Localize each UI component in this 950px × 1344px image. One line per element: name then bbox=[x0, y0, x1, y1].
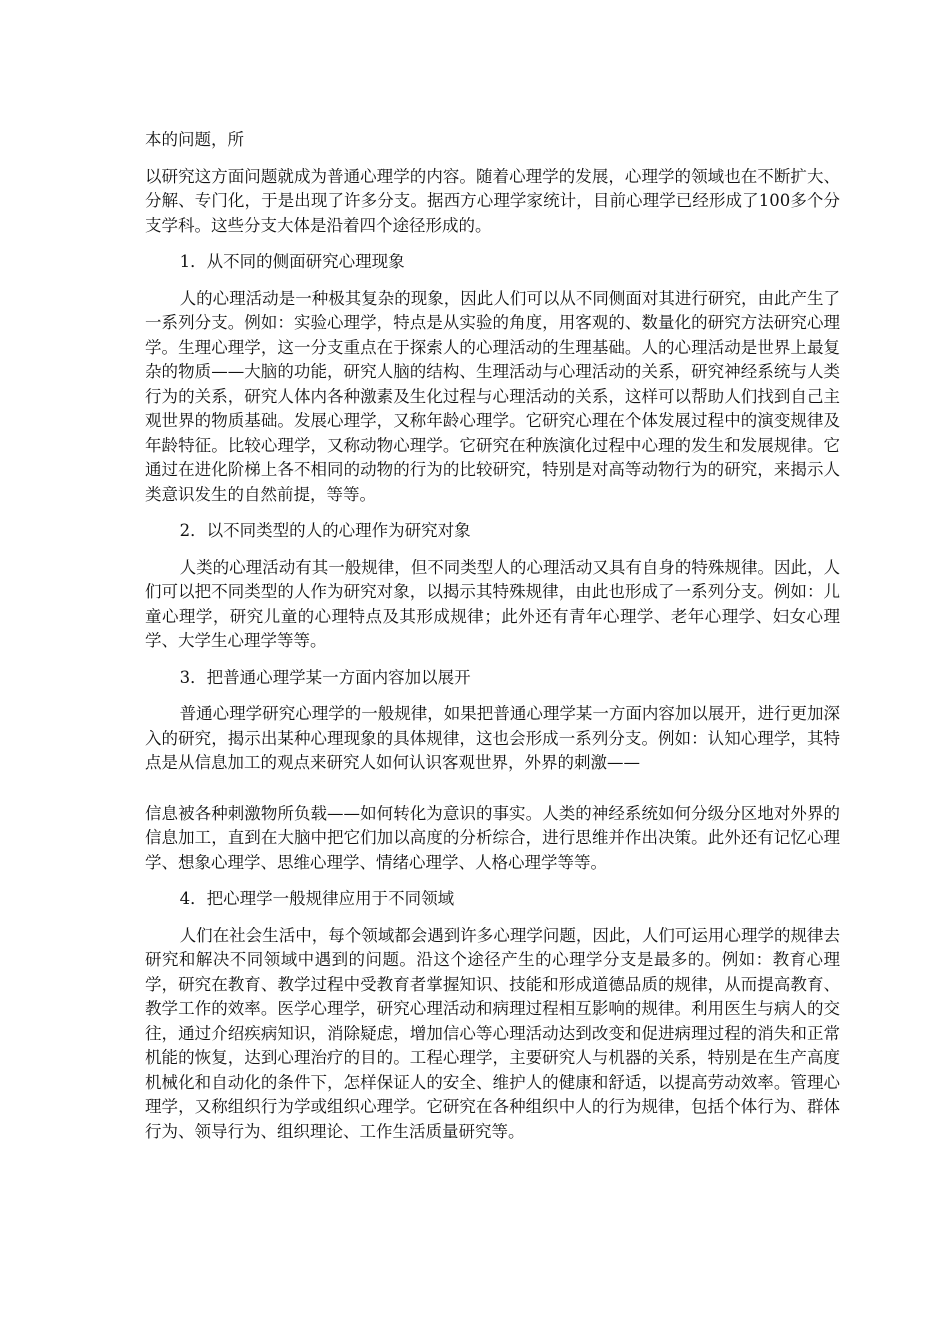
paragraph-section-3: 普通心理学研究心理学的一般规律，如果把普通心理学某一方面内容加以展开，进行更加深入的研究，揭示出某种心理现象的具体规律，这也会形成一系列分支。例如：认知心理学，其特点是从信息加工的观点来研究人如何认识客观世界，外界的刺激—— bbox=[145, 704, 840, 772]
section-heading-1: 1．从不同的侧面研究心理现象 bbox=[179, 252, 405, 271]
section-heading-2: 2．以不同类型的人的心理作为研究对象 bbox=[179, 521, 471, 540]
paragraph-section-3-continued: 信息被各种刺激物所负载——如何转化为意识的事实。人类的神经系统如何分级分区地对外界的信息加工，直到在大脑中把它们加以高度的分析综合，进行思维并作出决策。此外还有记忆心理学、想象心理学、思维心理学、情绪心理学、人格心理学等等。 bbox=[145, 803, 840, 872]
paragraph-section-2: 人类的心理活动有其一般规律，但不同类型人的心理活动又具有自身的特殊规律。因此，人们可以把不同类型的人作为研究对象，以揭示其特殊规律，由此也形成了一系列分支。例如：儿童心理学，研究儿童的心理特点及其形成规律；此外还有青年心理学、老年心理学、妇女心理学、大学生心理学等等。 bbox=[145, 557, 840, 650]
document-page bbox=[145, 128, 840, 1156]
paragraph-intro: 以研究这方面问题就成为普通心理学的内容。随着心理学的发展，心理学的领域也在不断扩大、分解、专门化，于是出现了许多分支。据西方心理学家统计，目前心理学已经形成了100多个分支学科。这些分支大体是沿着四个途径形成的。 bbox=[145, 166, 840, 235]
paragraph-fragment: 本的问题，所 bbox=[145, 130, 244, 149]
section-heading-4: 4．把心理学一般规律应用于不同领域 bbox=[179, 889, 455, 908]
paragraph-section-1: 人的心理活动是一种极其复杂的现象，因此人们可以从不同侧面对其进行研究，由此产生了一系列分支。例如：实验心理学，特点是从实验的角度，用客观的、数量化的研究方法研究心理学。生理心理学，这一分支重点在于探索人的心理活动的生理基础。人的心理活动是世界上最复杂的物质——大脑的功能，研究人脑的结构、生理活动与心理活动的关系，研究神经系统与人类行为的关系，研究人体内各种激素及生化过程与心理活动的关系，这样可以帮助人们找到自己主观世界的物质基础。发展心理学，又称年龄心理学。它研究心理在个体发展过程中的演变规律及年龄特征。比较心理学，又称动物心理学。它研究在种族演化过程中心理的发生和发展规律。它通过在进化阶梯上各不相同的动物的行为的比较研究，特别是对高等动物行为的研究，来揭示人类意识发生的自然前提，等等。 bbox=[145, 288, 840, 504]
section-heading-3: 3．把普通心理学某一方面内容加以展开 bbox=[179, 667, 471, 687]
paragraph-section-4: 人们在社会生活中，每个领域都会遇到许多心理学问题，因此，人们可运用心理学的规律去研究和解决不同领域中遇到的问题。沿这个途径产生的心理学分支是最多的。例如：教育心理学，研究在教育、教学过程中受教育者掌握知识、技能和形成道德品质的规律，从而提高教育、教学工作的效率。医学心理学，研究心理活动和病理过程相互影响的规律。利用医生与病人的交往，通过介绍疾病知识，消除疑虑，增加信心等心理活动达到改变和促进病理过程的消失和正常机能的恢复，达到心理治疗的目的。工程心理学，主要研究人与机器的关系，特别是在生产高度机械化和自动化的条件下，怎样保证人的安全、维护人的健康和舒适，以提高劳动效率。管理心理学，又称组织行为学或组织心理学。它研究在各种组织中人的行为规律，包括个体行为、群体行为、领导行为、组织理论、工作生活质量研究等。 bbox=[145, 925, 840, 1141]
